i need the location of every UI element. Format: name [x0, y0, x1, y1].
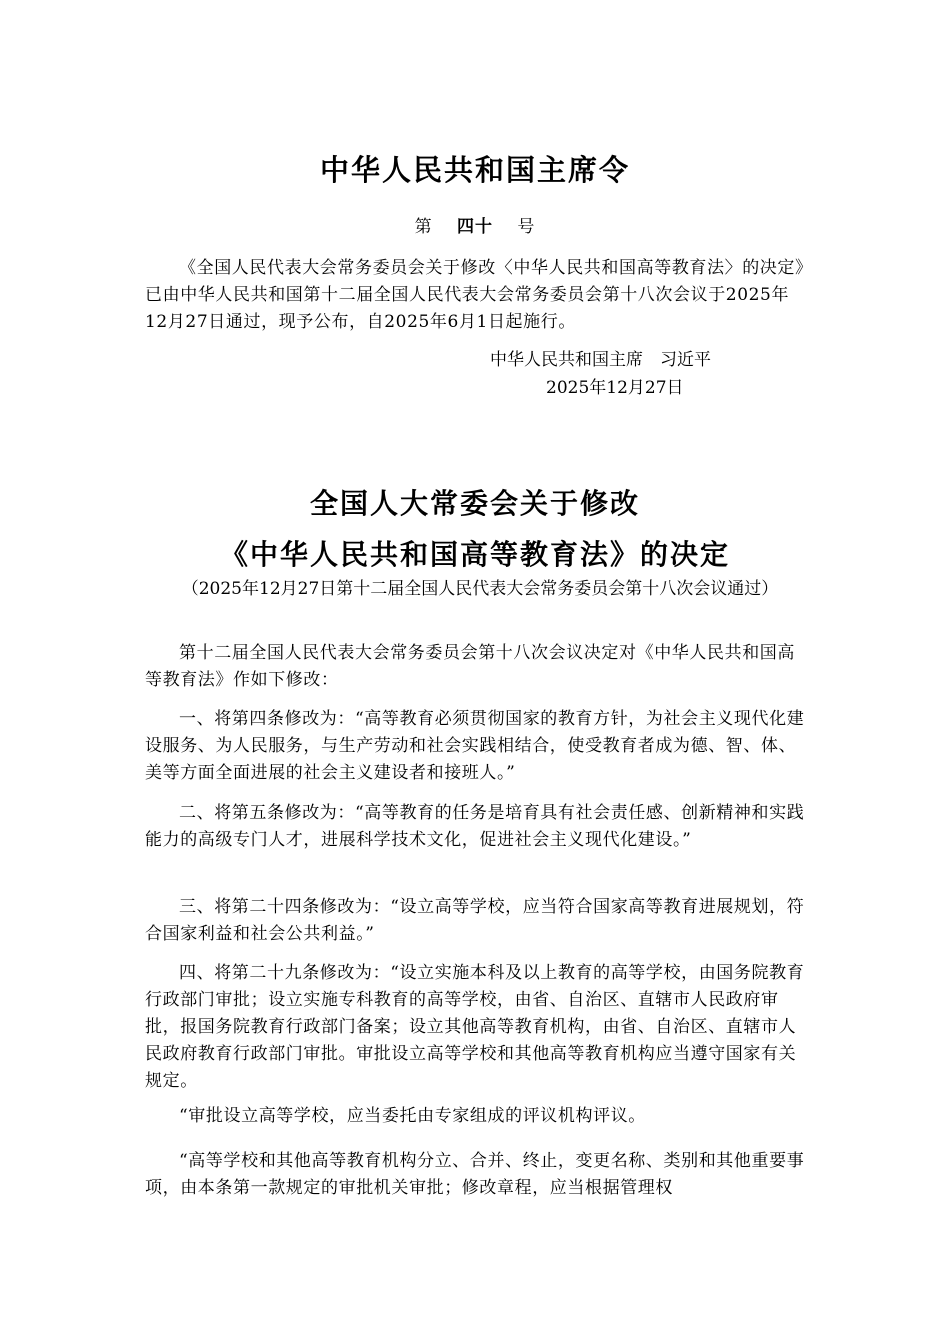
decision-paragraph: 第十二届全国人民代表大会常务委员会第十八次会议决定对《中华人民共和国高等教育法》作如下修改： [145, 643, 795, 690]
order-body: 《全国人民代表大会常务委员会关于修改〈中华人民共和国高等教育法〉的决定》已由中华人民共和国第十二届全国人民代表大会常务委员会第十八次会议于2025年12月27日通过，现予公布，自2025年6月1日起施行。 [145, 258, 805, 332]
decision-subtitle: （2025年12月27日第十二届全国人民代表大会常务委员会第十八次会议通过） [181, 579, 779, 599]
decision-paragraph: 四、将第二十九条修改为：“设立实施本科及以上教育的高等学校，由国务院教育行政部门审批；设立实施专科教育的高等学校，由省、自治区、直辖市人民政府审批，报国务院教育行政部门备案；设立其他高等教育机构，由省、自治区、直辖市人民政府教育行政部门审批。审批设立高等学校和其他高等教育机构应当遵守国家有关规定。 [145, 963, 805, 1091]
order-title: 中华人民共和国主席令 [319, 153, 630, 187]
order-number-prefix: 第 [414, 217, 433, 237]
decision-title-line1: 全国人大常委会关于修改 [309, 487, 640, 520]
order-number-value: 四十 [457, 217, 493, 237]
decision-paragraph: 一、将第四条修改为：“高等教育必须贯彻国家的教育方针，为社会主义现代化建设服务、为人民服务，与生产劳动和社会实践相结合，使受教育者成为德、智、体、美等方面全面进展的社会主义建设者和接班人。” [145, 709, 805, 783]
decision-paragraph: “高等学校和其他高等教育机构分立、合并、终止，变更名称、类别和其他重要事项，由本条第一款规定的审批机关审批；修改章程，应当根据管理权 [145, 1151, 805, 1198]
order-signatory: 中华人民共和国主席 习近平 [490, 350, 711, 370]
order-number-suffix: 号 [517, 217, 536, 237]
order-signature-block [490, 346, 790, 402]
order-date: 2025年12月27日 [546, 378, 684, 398]
order-number [0, 212, 950, 237]
decision-title-line2: 《中华人民共和国高等教育法》的决定 [219, 538, 730, 571]
decision-paragraph: 二、将第五条修改为：“高等教育的任务是培育具有社会责任感、创新精神和实践能力的高级专门人才，进展科学技术文化，促进社会主义现代化建设。” [145, 803, 805, 850]
decision-paragraph: “审批设立高等学校，应当委托由专家组成的评议机构评议。 [179, 1106, 646, 1126]
decision-paragraph: 三、将第二十四条修改为：“设立高等学校，应当符合国家高等教育进展规划，符合国家利益和社会公共利益。” [145, 897, 805, 944]
